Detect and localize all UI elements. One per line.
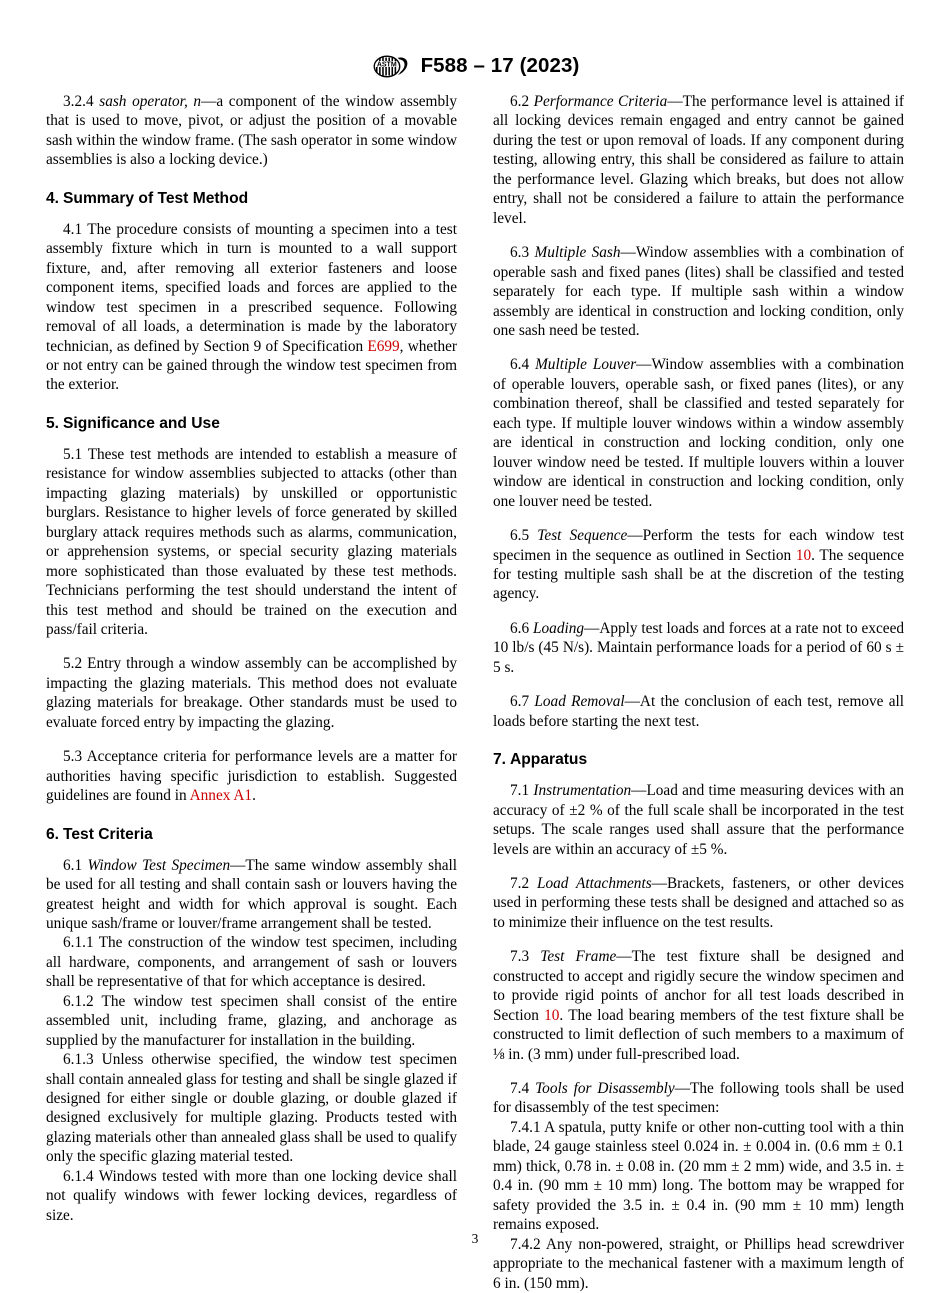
para-number: 6.1.2 <box>63 992 94 1010</box>
para-number: 6.1.3 <box>63 1051 94 1069</box>
defined-term: Instrumentation <box>533 782 632 800</box>
heading-section-5 <box>46 414 457 433</box>
heading-number: 7. <box>493 751 507 769</box>
para-text: A spatula, putty knife or other non-cutting tool with a thin blade, 24 gauge stainless steel 0.024 in. ± 0.004 in. (0.6 mm ± 0.1 mm) thick, 0.78 in. ± 0.08 in. (20 mm ± 2 mm) wide, and 3.5 in. ± 0.4 in. (90 mm ± 10 mm) long. The bottom may be wrapped for safety provided the 3.5 in. ± 0.4 in. (90 mm ± 10 mm) length remains exposed. <box>493 1118 904 1234</box>
para-number: 6.7 <box>510 693 530 711</box>
paragraph-7-4-1 <box>493 1118 904 1235</box>
defined-term: Performance Criteria <box>533 93 668 110</box>
para-text: —The following tools shall be used for disassembly of the test specimen: <box>493 1080 905 1117</box>
heading-section-7 <box>493 750 904 769</box>
para-text: The construction of the window test specimen, including all hardware, components, and arrangement of sash or louvers shall be representative of that for which acceptance is desired. <box>46 934 457 991</box>
para-number: 7.3 <box>510 948 530 966</box>
para-text-after-link: . <box>252 787 256 805</box>
paragraph-4-1 <box>46 220 457 395</box>
para-text: —Window assemblies with a combination of operable sash and fixed panes (lites) shall be classified and tested separately for each type. If multiple sash within a window assembly are identical in construction and locking condition, only one sash need be tested. <box>493 244 904 339</box>
heading-number: 6. <box>46 825 60 843</box>
para-text: —The same window assembly shall be used for all testing and shall contain sash or louvers having the greatest height and width for which approval is sought. Each unique sash/frame or louver/frame arrangement shall be tested. <box>46 856 458 932</box>
paragraph-6-6 <box>493 619 904 677</box>
paragraph-7-4 <box>493 1079 904 1118</box>
para-text: —Load and time measuring devices with an accuracy of ±2 % of the full scale shall be incorporated in the test setups. The scale ranges used shall assure that the performance levels are within an accuracy of ±5 %. <box>493 782 905 858</box>
para-text: —At the conclusion of each test, remove all loads before starting the next test. <box>493 693 904 730</box>
paragraph-6-4 <box>493 355 904 511</box>
right-column <box>493 92 904 1293</box>
para-number: 3.2.4 <box>63 93 94 110</box>
document-designation: F588 – 17 (2023) <box>420 54 580 77</box>
defined-term: Loading <box>533 619 585 637</box>
page-footer <box>0 1230 950 1272</box>
para-number: 6.1.4 <box>63 1167 94 1185</box>
paragraph-6-1-4 <box>46 1167 457 1225</box>
paragraph-6-1-2 <box>46 992 457 1050</box>
para-text: Entry through a window assembly can be accomplished by impacting the glazing materials. This method does not evaluate glazing materials for breakage. Other standards must be used to evaluate forced entry by impacting the glazing. <box>46 655 457 731</box>
para-text-after-link: . The sequence for testing multiple sash shall be at the discretion of the testing agency. <box>493 546 904 603</box>
para-number: 7.2 <box>510 874 530 892</box>
page-number: 3 <box>471 1231 479 1246</box>
heading-title: Summary of Test Method <box>63 189 249 207</box>
svg-text:ASTM: ASTM <box>376 61 397 68</box>
defined-term: Load Attachments <box>537 874 652 892</box>
link-section-10[interactable]: 10 <box>544 1006 560 1024</box>
paragraph-5-3 <box>46 747 457 805</box>
para-number: 6.5 <box>510 527 530 545</box>
para-text-after-link: , whether or not entry can be gained through the window test specimen from the exterior. <box>46 337 457 394</box>
para-number: 6.1 <box>63 856 83 874</box>
para-number: 7.4 <box>510 1080 530 1098</box>
para-text: —The performance level is attained if all locking devices remain engaged and entry cannot be gained during the test or upon removal of loads. If any component during testing, allowing entry, this shall be considered as failure to attain the performance level. Glazing which breaks, but does not allow entry, shall not be considered a failure to attain the performance level. <box>493 93 904 227</box>
heading-number: 5. <box>46 414 60 432</box>
para-number: 5.3 <box>63 748 83 766</box>
defined-term: sash operator, n <box>99 93 202 110</box>
paragraph-6-3 <box>493 243 904 340</box>
para-text: Windows tested with more than one locking device shall not qualify windows with fewer locking devices, regardless of size. <box>46 1167 457 1224</box>
para-text: —Apply test loads and forces at a rate not to exceed 10 lb/s (45 N/s). Maintain performance loads for a period of 60 s ± 5 s. <box>493 619 905 676</box>
para-text: Unless otherwise specified, the window test specimen shall contain annealed glass for testing and shall be single glazed if designed for either single or double glazing, or double glazed if designed exclusively for multiple glazing. Products tested with glazing materials other than annealed glass shall be used to qualify only the specific glazing material tested. <box>46 1051 458 1166</box>
heading-title: Apparatus <box>510 751 588 769</box>
para-number: 6.4 <box>510 356 530 374</box>
para-text-before-link: —Perform the tests for each window test specimen in the sequence as outlined in Section <box>493 527 904 564</box>
para-text-after-link: . The load bearing members of the test fixture shall be constructed to limit deflection of such members to a maximum of ⅛ in. (3 mm) under full-prescribed load. <box>493 1006 905 1063</box>
astm-logo-icon <box>371 53 411 80</box>
para-number: 7.4.2 <box>510 1235 541 1253</box>
para-text: —Window assemblies with a combination of operable louvers, operable sash, or fixed panes (lites), or any combination thereof, shall be classified and tested separately for each type. If multiple louver windows within a window assembly are identical in construction and locking condition, only one louver window need be tested. If multiple louvers within a louver window are identical in construction and locking condition, only one louver need be tested. <box>493 356 904 510</box>
paragraph-6-2 <box>493 92 904 228</box>
para-number: 5.2 <box>63 655 83 673</box>
para-text: —Brackets, fasteners, or other devices used in performing these tests shall be designed and attached so as to minimize their influence on the test results. <box>493 874 904 931</box>
link-section-10[interactable]: 10 <box>795 546 812 564</box>
paragraph-5-2 <box>46 654 457 732</box>
paragraph-6-1-3 <box>46 1050 457 1167</box>
heading-title: Significance and Use <box>63 414 220 432</box>
para-number: 6.1.1 <box>63 934 94 952</box>
paragraph-6-1 <box>46 856 457 934</box>
para-number: 4.1 <box>63 220 83 238</box>
para-text-before-link: The procedure consists of mounting a specimen into a test assembly fixture which in turn is mounted to a wall support fixture, and, after removing all exterior fasteners and loose component items, specified loads and forces are applied to the window test specimen in a prescribed sequence. Following removal of all loads, a determination is made by the laboratory technician, as defined by Section 9 of Specification <box>46 220 457 355</box>
para-number: 5.1 <box>63 445 83 463</box>
heading-section-4 <box>46 189 457 208</box>
para-text: The window test specimen shall consist of the entire assembled unit, including frame, glazing, and anchorage as supplied by the manufacturer for installation in the building. <box>46 992 457 1049</box>
defined-term: Multiple Sash <box>534 244 621 262</box>
left-column <box>46 92 457 1293</box>
paragraph-7-2 <box>493 874 904 932</box>
link-annex-a1[interactable]: Annex A1 <box>189 787 253 805</box>
defined-term: Load Removal <box>534 693 625 711</box>
paragraph-7-3 <box>493 947 904 1064</box>
para-number: 7.4.1 <box>510 1118 541 1136</box>
defined-term: Tools for Disassembly <box>535 1080 675 1098</box>
paragraph-3-2-4 <box>46 92 457 170</box>
link-e699[interactable]: E699 <box>367 337 400 355</box>
paragraph-6-7 <box>493 692 904 731</box>
paragraph-5-1 <box>46 445 457 640</box>
para-text: Any non-powered, straight, or Phillips head screwdriver appropriate to the mechanical fastener with a maximum length of 6 in. (150 mm). <box>493 1235 904 1292</box>
defined-term: Multiple Louver <box>535 356 637 374</box>
para-number: 7.1 <box>510 782 530 800</box>
heading-number: 4. <box>46 189 60 207</box>
paragraph-6-5 <box>493 526 904 604</box>
heading-title: Test Criteria <box>63 825 153 843</box>
heading-section-6 <box>46 825 457 844</box>
para-text-before-link: —The test fixture shall be designed and constructed to accept and rigidly secure the window specimen and to provide rigid points of anchor for all test loads described in Section <box>493 948 904 1024</box>
para-text: —a component of the window assembly that is used to move, pivot, or adjust the position of a movable sash within the window frame. (The sash operator in some window assemblies is also a locking device.) <box>46 93 458 169</box>
para-number: 6.3 <box>510 244 530 262</box>
para-text-before-link: Acceptance criteria for performance levels are a matter for authorities having specific jurisdiction to establish. Suggested guidelines are found in <box>46 748 457 805</box>
para-text: These test methods are intended to establish a measure of resistance for window assemblies subjected to attacks (other than impacting glazing materials) by unskilled or opportunistic burglars. Resistance to higher levels of force generated by skilled burglary attack requires methods such as alarms, communication, or apprehension systems, or special security glazing materials more sophisticated than those evaluated by these test methods. Technicians performing the test should understand the intent of this test method and should be trained on the execution and pass/fail criteria. <box>46 445 457 638</box>
defined-term: Test Sequence <box>537 527 628 545</box>
defined-term: Test Frame <box>540 948 617 966</box>
paragraph-7-1 <box>493 781 904 859</box>
para-number: 6.2 <box>510 93 530 110</box>
defined-term: Window Test Specimen <box>87 856 231 874</box>
two-column-body <box>46 92 904 1293</box>
para-number: 6.6 <box>510 619 530 637</box>
page-header <box>0 0 950 85</box>
paragraph-6-1-1 <box>46 933 457 991</box>
